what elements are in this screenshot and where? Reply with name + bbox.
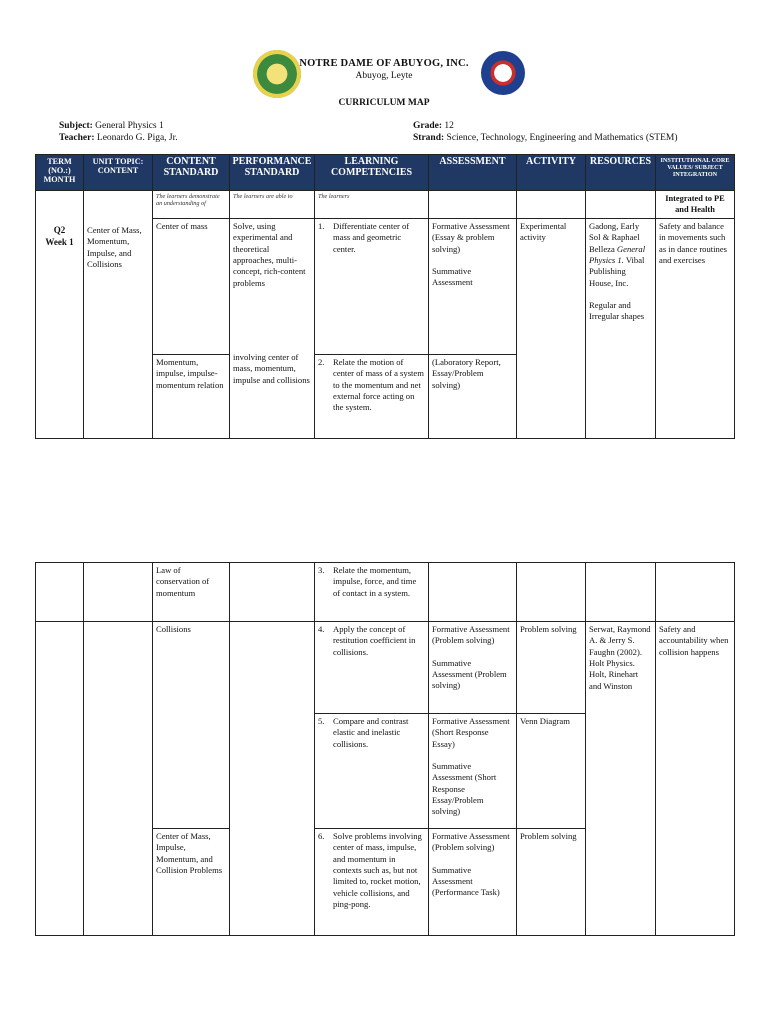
resources-cell: Gadong, Early Sol & Raphael Belleza General Physics 1. Vibal Publishing House, Inc. Regular and Irregular shapes — [586, 219, 656, 439]
competency-3: 3. Relate the momentum, impulse, force, and time of contact in a system. — [315, 563, 429, 622]
competency-4: 4. Apply the concept of restitution coefficient in collisions. — [315, 622, 429, 714]
assessment-cell: Formative Assessment (Problem solving) Summative Assessment (Performance Task) — [429, 829, 517, 936]
col-resources: RESOURCES — [586, 155, 656, 191]
content-standard-subheader: The learners demonstrate an understanding of — [153, 191, 230, 219]
content-standard-cell: Collisions — [153, 622, 230, 829]
teacher-line: Teacher: Leonardo G. Piga, Jr. — [59, 133, 178, 143]
performance-standard-cell — [230, 622, 315, 936]
col-activity: ACTIVITY — [517, 155, 586, 191]
col-learning-competencies: LEARNING COMPETENCIES — [315, 155, 429, 191]
col-unit-topic: UNIT TOPIC: CONTENT — [84, 155, 153, 191]
content-standard-cell: Momentum, impulse, impulse-momentum relation — [153, 355, 230, 439]
content-standard-cell: Center of Mass, Impulse, Momentum, and Collision Problems — [153, 829, 230, 936]
assessment-cell: Formative Assessment (Essay & problem solving) Summative Assessment — [429, 219, 517, 355]
curriculum-table-2 — [35, 562, 735, 936]
core-values-cell: Safety and accountability when collision happens — [656, 622, 735, 936]
term-cell-empty — [36, 622, 84, 936]
col-content-standard: CONTENT STANDARD — [153, 155, 230, 191]
unit-topic-cell-empty — [84, 622, 153, 936]
activity-cell: Problem solving — [517, 829, 586, 936]
col-core-values: INSTITUTIONAL CORE VALUES/ SUBJECT INTEGRATION — [656, 155, 735, 191]
strand-line: Strand: Science, Technology, Engineering and Mathematics (STEM) — [413, 133, 678, 143]
competency-2: 2. Relate the motion of center of mass of a system to the momentum and net external force acting on the system. — [315, 355, 429, 439]
content-standard-cell: Law of conservation of momentum — [153, 563, 230, 622]
curriculum-table-1 — [35, 154, 735, 439]
unit-topic-cell-empty — [84, 563, 153, 622]
integration-subheader: Integrated to PE and Health — [656, 191, 735, 219]
performance-standard-subheader: The learners are able to — [230, 191, 315, 219]
term-cell-empty — [36, 563, 84, 622]
term-cell: Q2 Week 1 — [36, 191, 84, 439]
activity-cell: Venn Diagram — [517, 714, 586, 829]
unit-topic-cell: Center of Mass, Momentum, Impulse, and Collisions — [84, 191, 153, 439]
performance-standard-cell: Solve, using experimental and theoretical approaches, multi-concept, rich-content problems involving center of mass, momentum, impulse and collisions — [230, 219, 315, 439]
performance-standard-cell — [230, 563, 315, 622]
assessment-cell: (Laboratory Report, Essay/Problem solving) — [429, 355, 517, 439]
activity-cell: Problem solving — [517, 622, 586, 714]
assessment-cell: Formative Assessment (Problem solving) Summative Assessment (Problem solving) — [429, 622, 517, 714]
competency-6: 6. Solve problems involving center of mass, impulse, and momentum in contexts such as, but not limited to, rocket motion, vehicle collisions, and ping-pong. — [315, 829, 429, 936]
col-performance-standard: PERFORMANCE STANDARD — [230, 155, 315, 191]
col-assessment: ASSESSMENT — [429, 155, 517, 191]
content-standard-cell: Center of mass — [153, 219, 230, 355]
school-name: NOTRE DAME OF ABUYOG, INC. — [299, 58, 469, 69]
subject-line: Subject: General Physics 1 — [59, 121, 164, 131]
competency-5: 5. Compare and contrast elastic and inelastic collisions. — [315, 714, 429, 829]
resources-cell: Serwat, Raymond A. & Jerry S. Faughn (2002). Holt Physics. Holt, Rinehart and Winston — [586, 622, 656, 936]
col-term: TERM (NO.:) MONTH — [36, 155, 84, 191]
document-title: CURRICULUM MAP — [338, 98, 430, 108]
competency-1: 1. Differentiate center of mass and geometric center. — [315, 219, 429, 355]
grade-line: Grade: 12 — [413, 121, 454, 131]
assessment-cell: Formative Assessment (Short Response Essay) Summative Assessment (Short Response Essay/Problem solving) — [429, 714, 517, 829]
school-location: Abuyog, Leyte — [355, 71, 413, 81]
activity-cell: Experimental activity — [517, 219, 586, 439]
core-values-cell: Safety and balance in movements such as in dance routines and exercises — [656, 219, 735, 439]
competencies-subheader: The learners — [315, 191, 429, 219]
